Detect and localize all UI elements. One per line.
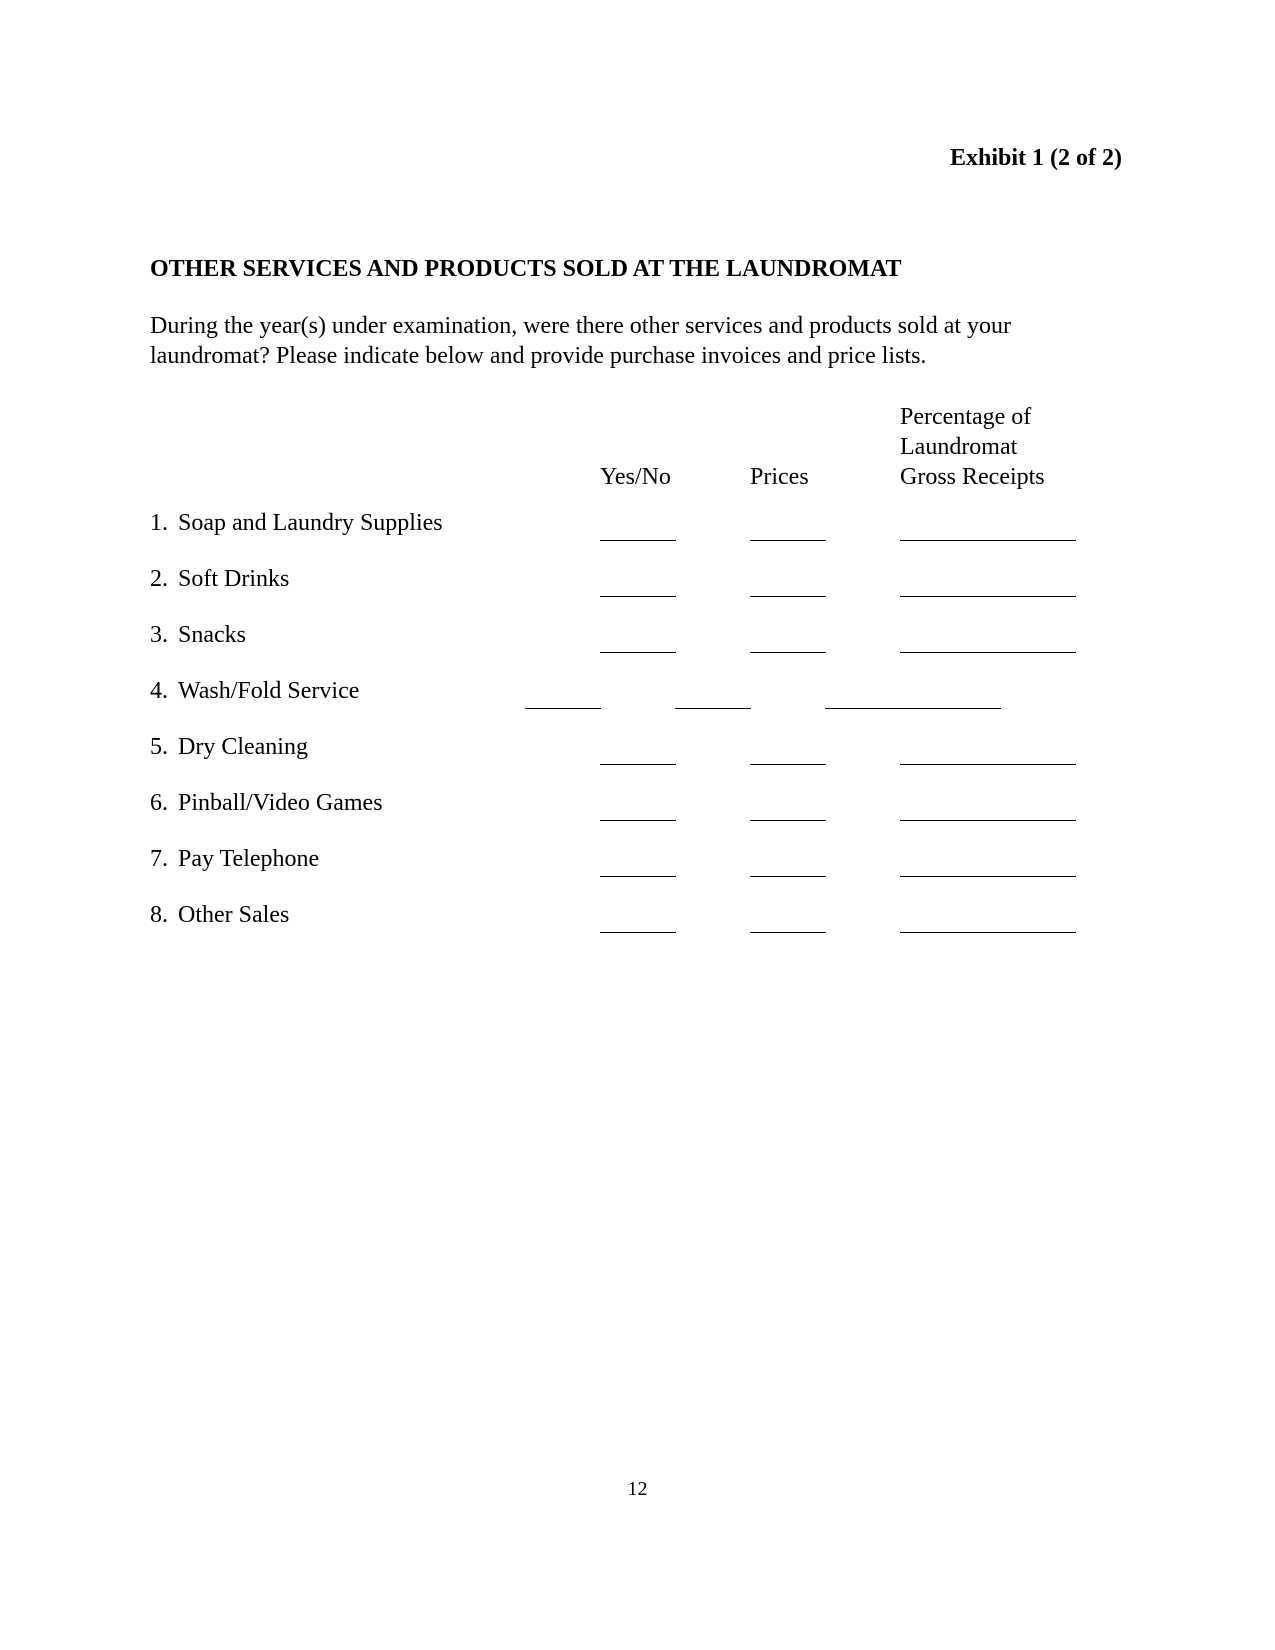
item-number: 2. [150, 566, 168, 592]
item-label: Soft Drinks [178, 566, 290, 592]
item-number: 3. [150, 622, 168, 648]
prices-blank[interactable] [750, 764, 826, 765]
item-number: 1. [150, 510, 168, 536]
item-label: Soap and Laundry Supplies [178, 510, 443, 536]
item-number: 7. [150, 846, 168, 872]
prices-blank[interactable] [750, 876, 826, 877]
exhibit-label: Exhibit 1 (2 of 2) [949, 145, 1122, 171]
percentage-blank[interactable] [900, 932, 1076, 933]
column-header-percentage-line-2: Laundromat [900, 434, 1018, 460]
item-number: 4. [150, 678, 168, 704]
item-row-snacks [150, 622, 1130, 662]
item-number: 5. [150, 734, 168, 760]
yes-no-blank[interactable] [600, 596, 676, 597]
yes-no-blank[interactable] [600, 540, 676, 541]
percentage-blank[interactable] [900, 540, 1076, 541]
item-label: Pay Telephone [178, 846, 320, 872]
prices-blank[interactable] [750, 540, 826, 541]
percentage-blank[interactable] [900, 652, 1076, 653]
item-label: Dry Cleaning [178, 734, 308, 760]
item-row-dry-cleaning [150, 734, 1130, 774]
item-row-other-sales [150, 902, 1130, 942]
yes-no-blank[interactable] [600, 820, 676, 821]
item-row-soap [150, 510, 1130, 550]
item-label: Wash/Fold Service [178, 678, 360, 704]
column-header-prices: Prices [750, 464, 809, 490]
prices-blank[interactable] [750, 820, 826, 821]
prices-blank[interactable] [675, 708, 751, 709]
percentage-blank[interactable] [825, 708, 1001, 709]
item-label: Snacks [178, 622, 246, 648]
item-row-soft-drinks [150, 566, 1130, 606]
item-label: Pinball/Video Games [178, 790, 383, 816]
item-number: 8. [150, 902, 168, 928]
intro-line-2: laundromat? Please indicate below and provide purchase invoices and price lists. [150, 343, 927, 369]
percentage-blank[interactable] [900, 820, 1076, 821]
percentage-blank[interactable] [900, 764, 1076, 765]
item-row-wash-fold [150, 678, 1130, 718]
intro-line-1: During the year(s) under examination, were there other services and products sold at your [150, 313, 1012, 339]
yes-no-blank[interactable] [600, 764, 676, 765]
column-header-yes-no: Yes/No [600, 464, 671, 490]
column-header-percentage [900, 402, 1045, 492]
yes-no-blank[interactable] [600, 932, 676, 933]
percentage-blank[interactable] [900, 876, 1076, 877]
yes-no-blank[interactable] [600, 876, 676, 877]
intro-paragraph [150, 311, 1080, 371]
item-number: 6. [150, 790, 168, 816]
column-header-percentage-line-1: Percentage of [900, 404, 1032, 430]
yes-no-blank[interactable] [525, 708, 601, 709]
yes-no-blank[interactable] [600, 652, 676, 653]
prices-blank[interactable] [750, 652, 826, 653]
section-heading: OTHER SERVICES AND PRODUCTS SOLD AT THE LAUNDROMAT [150, 256, 902, 282]
item-row-pinball-video-games [150, 790, 1130, 830]
page-number: 12 [627, 1478, 648, 1500]
item-label: Other Sales [178, 902, 290, 928]
prices-blank[interactable] [750, 596, 826, 597]
item-row-pay-telephone [150, 846, 1130, 886]
prices-blank[interactable] [750, 932, 826, 933]
column-header-percentage-line-3: Gross Receipts [900, 464, 1045, 490]
percentage-blank[interactable] [900, 596, 1076, 597]
